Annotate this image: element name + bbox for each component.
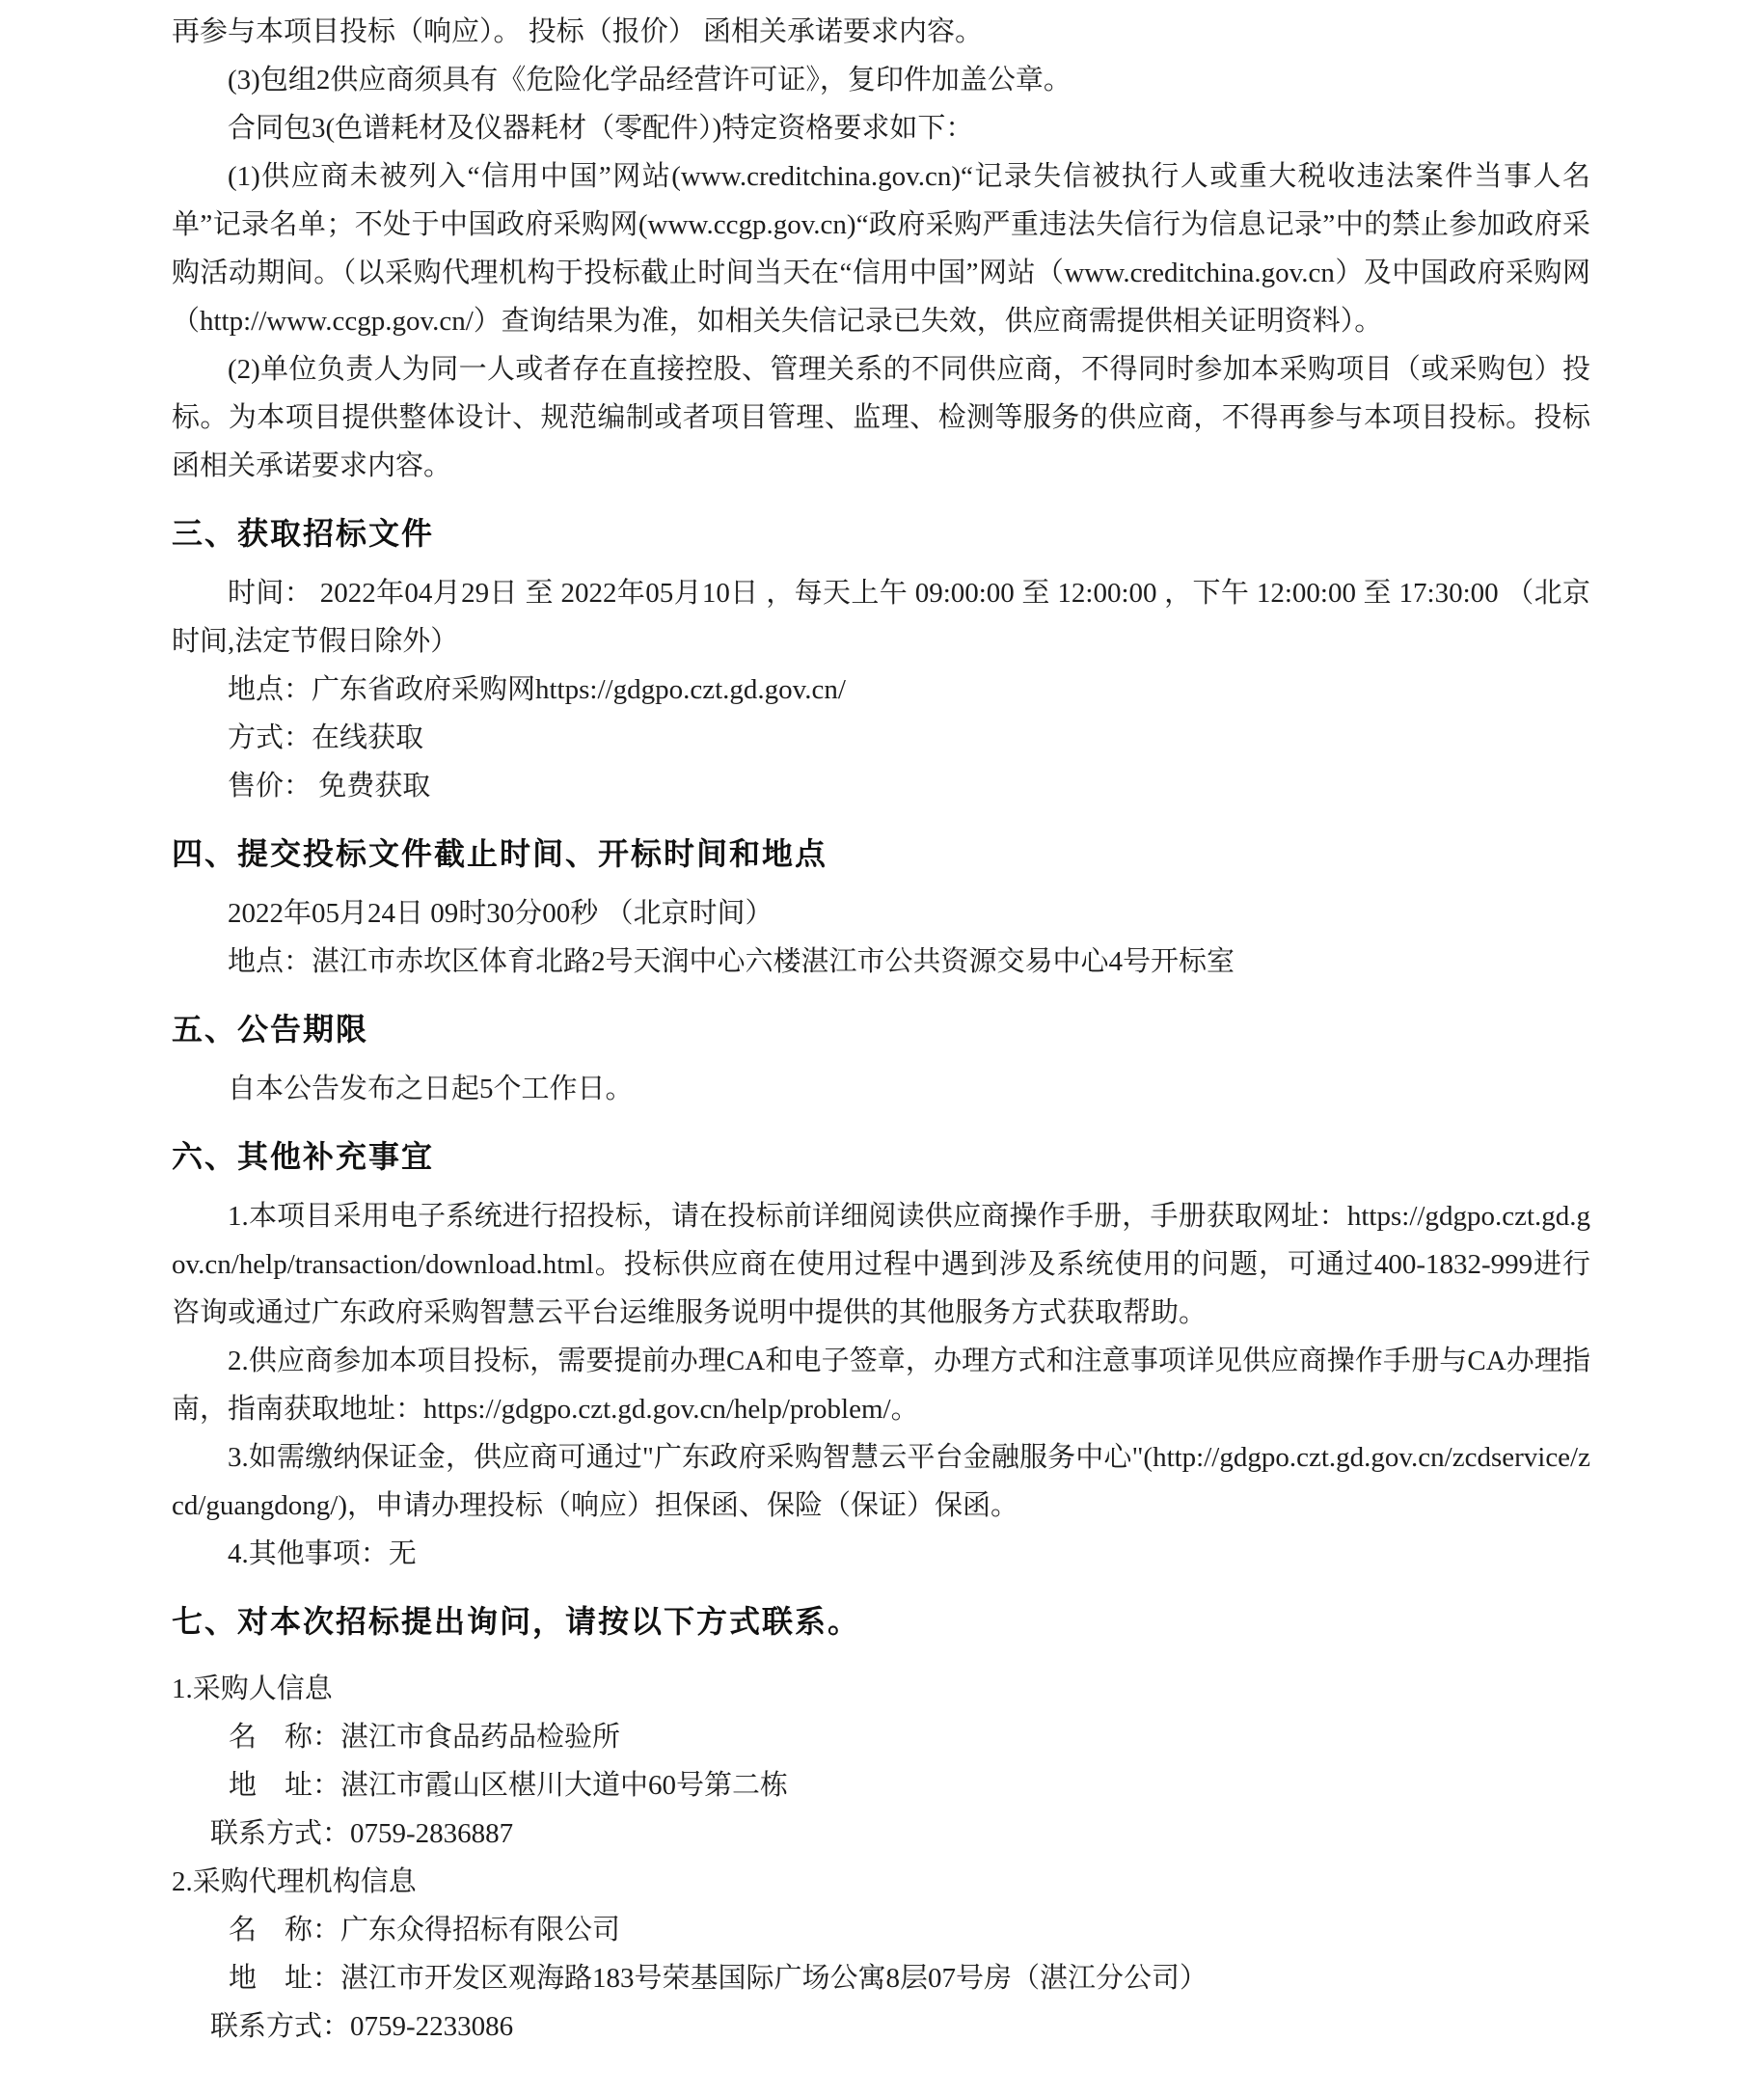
preamble-continuation-line: 再参与本项目投标（响应）。 投标（报价） 函相关承诺要求内容。 [172, 16, 984, 47]
agency-name: 名 称：广东众得招标有限公司 [229, 1915, 621, 1945]
section7-heading: 七、对本次招标提出询问，请按以下方式联系。 [172, 1604, 861, 1639]
section3-price: 售价： 免费获取 [228, 771, 431, 802]
section5-heading: 五、公告期限 [172, 1012, 369, 1047]
agency-info-title: 2.采购代理机构信息 [172, 1866, 417, 1897]
section3-method: 方式：在线获取 [228, 722, 424, 753]
section4-deadline: 2022年05月24日 09时30分00秒 （北京时间） [228, 898, 773, 929]
purchaser-info-block [172, 1665, 1590, 1858]
section3-heading: 三、获取招标文件 [172, 516, 435, 551]
section4-heading: 四、提交投标文件截止时间、开标时间和地点 [172, 836, 828, 871]
section3-location: 地点：广东省政府采购网https://gdgpo.czt.gd.gov.cn/ [228, 674, 846, 705]
qualification-paragraph-1: (1)供应商未被列入“信用中国”网站(www.creditchina.gov.cn)“记录失信被执行人或重大税收违法案件当事人名单”记录名单；不处于中国政府采购网(www.ccgp.gov.cn)“政府采购严重违法失信行为信息记录”中的禁止参加政府采购活动期间。（以采购代理机构于投标截止时间当天在“信用中国”网站（www.creditchina.gov.cn）及中国政府采购网（http://www.ccgp.gov.cn/）查询结果为准，如相关失信记录已失效，供应商需提供相关证明资料）。 [172, 161, 1590, 337]
purchaser-address: 地 址：湛江市霞山区椹川大道中60号第二栋 [229, 1770, 789, 1801]
preamble-item-3: (3)包组2供应商须具有《危险化学品经营许可证》，复印件加盖公章。 [228, 65, 1072, 95]
contract-package3-title: 合同包3(色谱耗材及仪器耗材（零配件）)特定资格要求如下： [228, 113, 974, 144]
agency-info-block [172, 1858, 1590, 2051]
qualification-paragraph-2: (2)单位负责人为同一人或者存在直接控股、管理关系的不同供应商，不得同时参加本采购项目（或采购包）投标。为本项目提供整体设计、规范编制或者项目管理、监理、检测等服务的供应商，不得再参与本项目投标。投标函相关承诺要求内容。 [172, 354, 1590, 481]
section4-location: 地点：湛江市赤坎区体育北路2号天润中心六楼湛江市公共资源交易中心4号开标室 [228, 946, 1235, 977]
section5-body: 自本公告发布之日起5个工作日。 [228, 1074, 634, 1104]
section3-time: 时间： 2022年04月29日 至 2022年05月10日 ，每天上午 09:00:00 至 12:00:00 ，下午 12:00:00 至 17:30:00 （北京时间,法定节假日除外） [172, 578, 1590, 657]
agency-contact: 联系方式：0759-2233086 [210, 2011, 514, 2042]
section6-heading: 六、其他补充事宜 [172, 1139, 435, 1174]
section6-item-2: 2.供应商参加本项目投标，需要提前办理CA和电子签章，办理方式和注意事项详见供应商操作手册与CA办理指南，指南获取地址：https://gdgpo.czt.gd.gov.cn/help/problem/。 [172, 1346, 1590, 1425]
section6-item-1: 1.本项目采用电子系统进行招投标，请在投标前详细阅读供应商操作手册，手册获取网址：https://gdgpo.czt.gd.gov.cn/help/transaction/download.html。投标供应商在使用过程中遇到涉及系统使用的问题，可通过400-1832-999进行咨询或通过广东政府采购智慧云平台运维服务说明中提供的其他服务方式获取帮助。 [172, 1201, 1590, 1328]
section6-item-4: 4.其他事项：无 [228, 1538, 417, 1569]
purchaser-contact: 联系方式：0759-2836887 [210, 1818, 514, 1849]
purchaser-name: 名 称：湛江市食品药品检验所 [229, 1722, 621, 1753]
agency-address: 地 址：湛江市开发区观海路183号荣基国际广场公寓8层07号房（湛江分公司） [229, 1963, 1208, 1994]
section6-item-3: 3.如需缴纳保证金，供应商可通过"广东政府采购智慧云平台金融服务中心"(http://gdgpo.czt.gd.gov.cn/zcdservice/zcd/guangdong/)，申请办理投标（响应）担保函、保险（保证）保函。 [172, 1442, 1590, 1521]
purchaser-info-title: 1.采购人信息 [172, 1673, 333, 1704]
